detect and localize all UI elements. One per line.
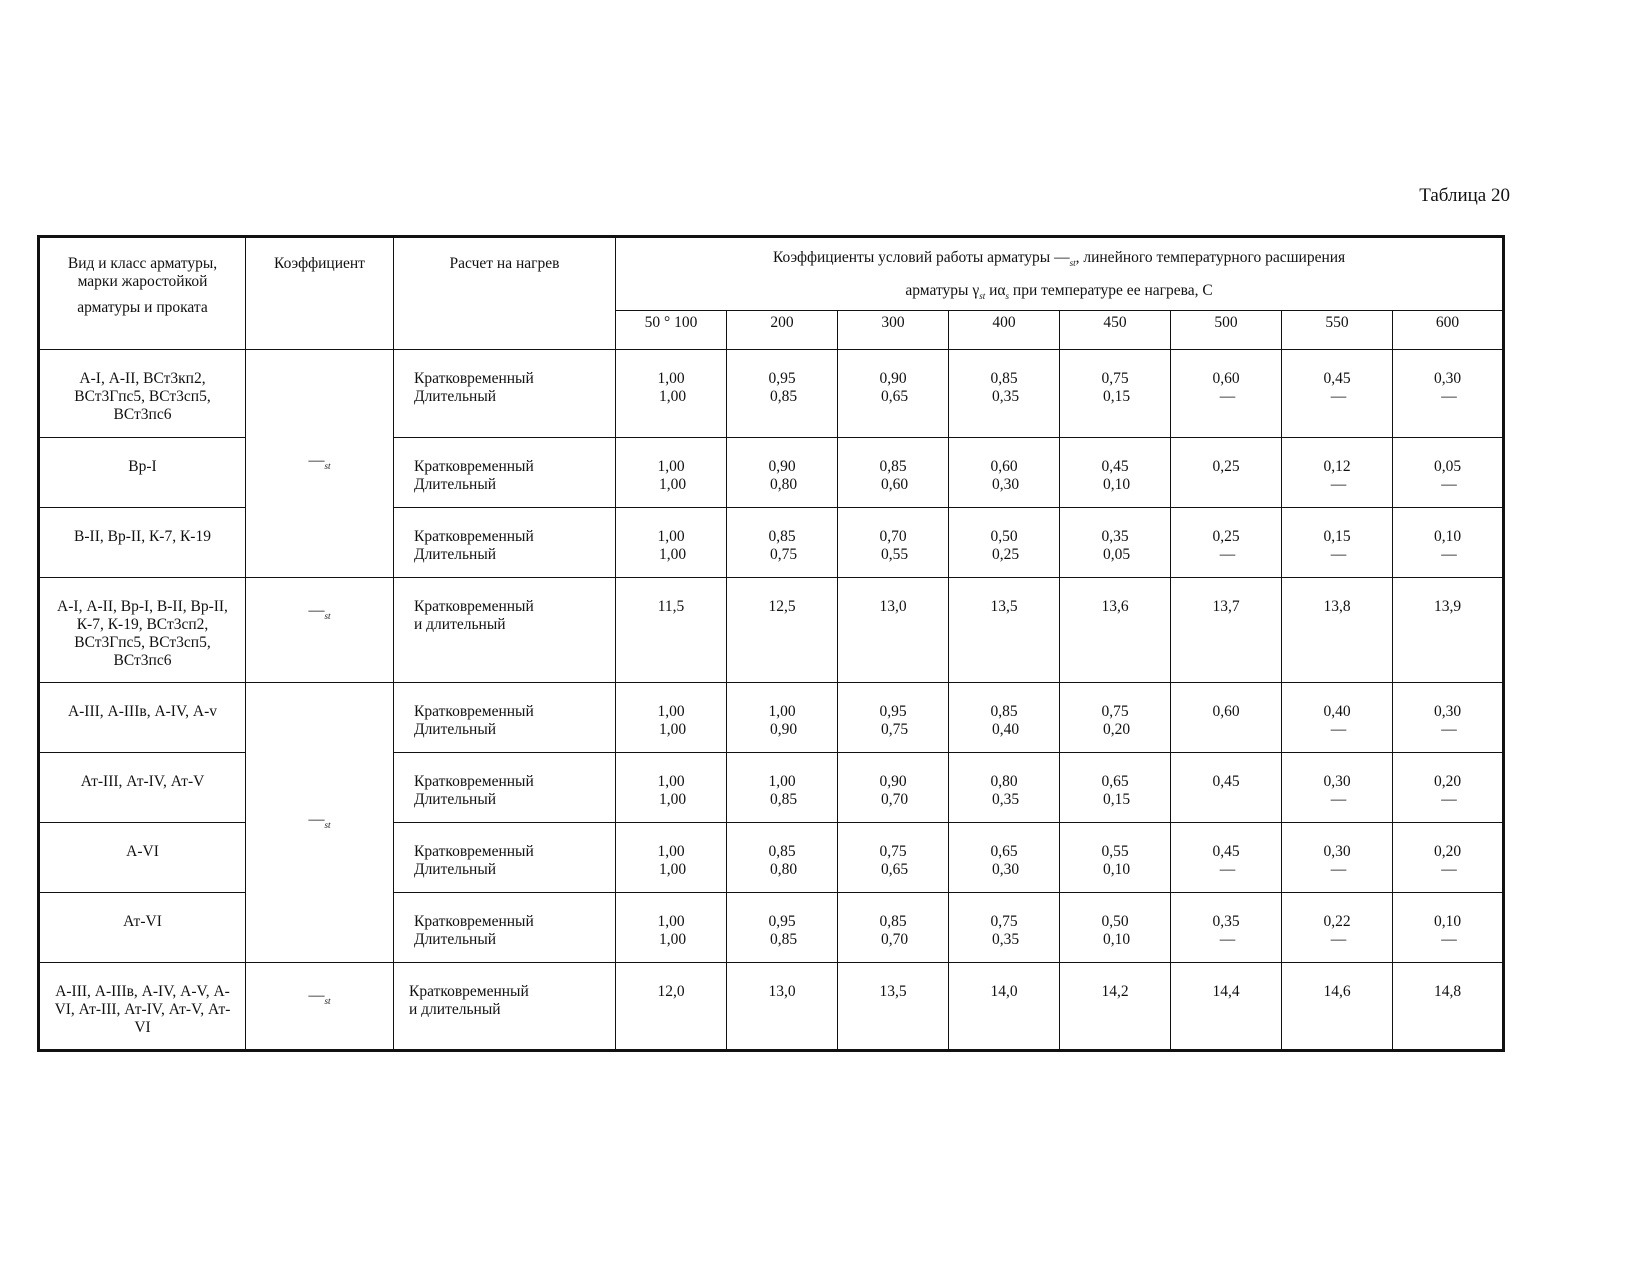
value-long-term: 0,15 (1102, 791, 1131, 809)
value-cell (1171, 578, 1282, 683)
value-long-term (949, 1001, 1059, 1019)
calc-mode-line: Длительный (414, 388, 497, 406)
calc-mode-line: Длительный (414, 861, 497, 879)
value-long-term: 1,00 (658, 546, 687, 564)
value-short-term: 0,65 (990, 843, 1018, 861)
value-cell (1393, 350, 1504, 438)
value-short-term: 13,0 (768, 983, 796, 1001)
value-cell (1393, 683, 1504, 753)
value-cell (616, 508, 727, 578)
value-short-term: 13,6 (1101, 598, 1129, 616)
calc-mode-line: Кратковременный (409, 983, 529, 1001)
header-class-line3: арматуры и проката (77, 299, 208, 316)
value-cell (949, 508, 1060, 578)
calc-mode-cell (394, 963, 616, 1051)
coefficient-symbol: — (308, 811, 325, 829)
value-short-term: 13,5 (990, 598, 1018, 616)
temp-header: 400 (949, 311, 1060, 350)
value-cell (838, 438, 949, 508)
value-cell (838, 823, 949, 893)
value-cell (727, 578, 838, 683)
value-short-term: 0,35 (1101, 528, 1129, 546)
value-short-term: 0,70 (879, 528, 907, 546)
value-cell (1060, 438, 1171, 508)
value-cell (1171, 753, 1282, 823)
calc-mode-cell (394, 823, 616, 893)
value-long-term: 0,10 (1102, 476, 1131, 494)
value-short-term: 13,8 (1323, 598, 1351, 616)
coefficient-symbol: — (308, 987, 325, 1005)
value-cell (838, 683, 949, 753)
value-cell (727, 893, 838, 963)
coefficient-subscript: st (324, 461, 331, 472)
value-short-term: 0,95 (879, 703, 907, 721)
value-cell (1393, 963, 1504, 1051)
value-cell (616, 823, 727, 893)
value-cell (727, 753, 838, 823)
value-cell (727, 963, 838, 1051)
coefficient-subscript: st (324, 996, 331, 1007)
value-long-term (949, 616, 1059, 634)
calc-mode-line: Кратковременный (414, 370, 534, 388)
value-short-term: 14,8 (1433, 983, 1462, 1001)
value-long-term: 0,20 (1102, 721, 1131, 739)
value-short-term: 12,0 (657, 983, 685, 1001)
value-cell (1393, 823, 1504, 893)
value-long-term: — (1441, 791, 1457, 809)
value-short-term: 13,7 (1212, 598, 1240, 616)
value-long-term: — (1330, 476, 1347, 494)
header-group-line1: Коэффициенты условий работы арматуры $—_{st}$, линейного температурного расширения (772, 249, 1346, 269)
calc-mode-line: Длительный (414, 546, 497, 564)
value-long-term: — (1219, 546, 1236, 564)
table-row (39, 963, 1504, 1051)
value-short-term: 0,20 (1433, 773, 1462, 791)
value-long-term: — (1330, 861, 1347, 879)
value-short-term: 0,95 (768, 370, 796, 388)
value-short-term: 0,80 (990, 773, 1018, 791)
value-short-term: 0,75 (1101, 370, 1129, 388)
value-cell (1171, 823, 1282, 893)
value-long-term: 0,75 (769, 546, 798, 564)
value-short-term: 13,9 (1433, 598, 1462, 616)
value-short-term: 0,85 (879, 458, 907, 476)
header-calc: Расчет на нагрев (394, 237, 616, 350)
value-long-term: — (1330, 546, 1347, 564)
rebar-class-cell: А-III, А-IIIв, А-IV, А-v (39, 683, 246, 753)
value-long-term: — (1219, 388, 1236, 406)
coefficient-symbol: — (308, 602, 325, 620)
header-class-line2: марки жаростойкой (77, 273, 208, 290)
value-cell (949, 438, 1060, 508)
value-short-term: 0,60 (1212, 370, 1240, 388)
value-cell (727, 508, 838, 578)
calc-mode-line: Длительный (414, 721, 497, 739)
value-short-term: 0,05 (1433, 458, 1462, 476)
calc-mode-cell (394, 753, 616, 823)
header-coef: Коэффициент (246, 237, 394, 350)
value-long-term: — (1441, 476, 1457, 494)
value-long-term: — (1330, 721, 1347, 739)
value-cell (727, 438, 838, 508)
value-cell (1282, 893, 1393, 963)
value-cell (727, 350, 838, 438)
value-long-term: 1,00 (658, 861, 687, 879)
value-short-term: 0,10 (1433, 913, 1462, 931)
rebar-class-cell: А-I, А-II, ВСт3кп2, ВСт3Гпс5, ВСт3сп5, ВСт3пс6 (39, 350, 246, 438)
value-long-term (1171, 476, 1281, 494)
value-cell (1171, 683, 1282, 753)
value-long-term (727, 1001, 837, 1019)
value-cell (1282, 578, 1393, 683)
value-short-term: 0,85 (990, 703, 1018, 721)
value-long-term (616, 1001, 726, 1019)
value-cell (1171, 438, 1282, 508)
value-short-term: 0,65 (1101, 773, 1129, 791)
coefficient-cell (246, 963, 394, 1051)
value-long-term: — (1441, 546, 1457, 564)
calc-mode-line: Кратковременный (414, 913, 534, 931)
value-long-term: 0,35 (991, 791, 1020, 809)
value-short-term: 0,30 (1433, 703, 1462, 721)
value-long-term: — (1441, 861, 1457, 879)
value-short-term: 0,85 (990, 370, 1018, 388)
value-cell (1282, 753, 1393, 823)
value-short-term: 0,90 (879, 370, 907, 388)
coefficient-subscript: st (324, 820, 331, 831)
value-short-term: 0,35 (1212, 913, 1240, 931)
value-cell (1060, 578, 1171, 683)
value-short-term: 0,50 (990, 528, 1018, 546)
value-short-term: 0,45 (1101, 458, 1129, 476)
calc-mode-line: Кратковременный (414, 458, 534, 476)
value-long-term: 0,85 (769, 388, 798, 406)
value-short-term: 0,15 (1323, 528, 1351, 546)
value-cell (727, 683, 838, 753)
temp-header: 500 (1171, 311, 1282, 350)
value-cell (838, 578, 949, 683)
value-short-term: 1,00 (768, 773, 796, 791)
value-long-term (1171, 1001, 1281, 1019)
value-cell (616, 438, 727, 508)
value-long-term: 0,85 (769, 791, 798, 809)
value-cell (838, 963, 949, 1051)
value-long-term: 0,65 (880, 861, 909, 879)
value-short-term: 1,00 (657, 843, 685, 861)
header-group-line2: арматуры $\gamma_{st}$ $и\alpha_s$ при температуре ее нагрева, C (905, 282, 1213, 302)
value-short-term: 0,40 (1323, 703, 1351, 721)
coefficient-cell (246, 350, 394, 578)
value-long-term (1060, 1001, 1170, 1019)
value-long-term: 1,00 (658, 931, 687, 949)
value-short-term: 0,20 (1433, 843, 1462, 861)
value-cell (949, 350, 1060, 438)
value-long-term: 0,35 (991, 931, 1020, 949)
value-long-term (616, 616, 726, 634)
header-class (39, 237, 246, 350)
temp-header: 300 (838, 311, 949, 350)
value-cell (838, 753, 949, 823)
rebar-class-cell: Вр-I (39, 438, 246, 508)
value-short-term: 1,00 (657, 528, 685, 546)
temp-header: 600 (1393, 311, 1504, 350)
value-short-term: 0,30 (1323, 773, 1351, 791)
value-long-term (1171, 721, 1281, 739)
value-short-term: 13,0 (879, 598, 907, 616)
value-long-term: 0,65 (880, 388, 909, 406)
value-short-term: 0,75 (1101, 703, 1129, 721)
value-short-term: 14,2 (1101, 983, 1129, 1001)
value-long-term: 0,90 (769, 721, 798, 739)
value-cell (1282, 823, 1393, 893)
value-long-term: 0,10 (1102, 931, 1131, 949)
value-long-term (838, 1001, 948, 1019)
calc-mode-cell (394, 508, 616, 578)
temp-header: 200 (727, 311, 838, 350)
value-short-term: 1,00 (657, 370, 685, 388)
table-row (39, 683, 1504, 753)
table-caption: Таблица 20 (1419, 185, 1510, 206)
calc-mode-cell (394, 438, 616, 508)
coefficient-symbol: — (308, 452, 325, 470)
value-cell (949, 578, 1060, 683)
value-cell (616, 350, 727, 438)
value-long-term: — (1441, 388, 1457, 406)
rebar-class-cell: Ат-VI (39, 893, 246, 963)
value-short-term: 0,55 (1101, 843, 1129, 861)
value-short-term: 0,85 (879, 913, 907, 931)
value-cell (616, 753, 727, 823)
value-long-term (1060, 616, 1170, 634)
value-cell (1393, 438, 1504, 508)
rebar-class-cell: А-III, А-IIIв, А-IV, А-V, А-VI, Ат-III, Ат-IV, Ат-V, Ат-VI (39, 963, 246, 1051)
calc-mode-line: Кратковременный (414, 843, 534, 861)
value-short-term: 0,60 (1212, 703, 1240, 721)
value-long-term: 0,75 (880, 721, 909, 739)
value-long-term: 0,35 (991, 388, 1020, 406)
value-short-term: 14,4 (1212, 983, 1240, 1001)
value-long-term: — (1330, 388, 1347, 406)
value-short-term: 0,45 (1212, 773, 1240, 791)
value-short-term: 1,00 (657, 773, 685, 791)
value-long-term: 0,25 (991, 546, 1020, 564)
table-row (39, 578, 1504, 683)
value-cell (1393, 893, 1504, 963)
value-long-term: 1,00 (658, 721, 687, 739)
value-short-term: 0,90 (879, 773, 907, 791)
value-short-term: 12,5 (768, 598, 796, 616)
value-cell (838, 508, 949, 578)
value-cell (1282, 350, 1393, 438)
value-long-term: 0,70 (880, 931, 909, 949)
value-long-term: — (1330, 931, 1347, 949)
calc-mode-line: Кратковременный (414, 528, 534, 546)
value-cell (1060, 683, 1171, 753)
value-short-term: 0,12 (1323, 458, 1351, 476)
calc-mode-line: Длительный (414, 476, 497, 494)
value-cell (1393, 508, 1504, 578)
value-short-term: 0,10 (1433, 528, 1462, 546)
value-short-term: 1,00 (657, 913, 685, 931)
calc-mode-line: и длительный (409, 1001, 501, 1019)
value-cell (1282, 438, 1393, 508)
value-long-term: 1,00 (658, 791, 687, 809)
value-short-term: 0,45 (1323, 370, 1351, 388)
value-short-term: 1,00 (768, 703, 796, 721)
coefficient-cell (246, 683, 394, 963)
value-short-term: 0,75 (879, 843, 907, 861)
calc-mode-cell (394, 683, 616, 753)
value-cell (838, 350, 949, 438)
value-cell (616, 578, 727, 683)
value-long-term (1171, 616, 1281, 634)
value-cell (949, 823, 1060, 893)
value-long-term (727, 616, 837, 634)
value-cell (949, 963, 1060, 1051)
table-row (39, 350, 1504, 438)
value-short-term: 0,30 (1433, 370, 1462, 388)
rebar-class-cell: А-I, А-II, Вр-I, В-II, Вр-II, К-7, К-19, ВСт3сп2, ВСт3Гпс5, ВСт3сп5, ВСт3пс6 (39, 578, 246, 683)
value-cell (1171, 508, 1282, 578)
value-short-term: 14,0 (990, 983, 1018, 1001)
value-cell (949, 893, 1060, 963)
value-long-term (1393, 616, 1502, 634)
header-group (616, 237, 1504, 311)
coefficient-subscript: st (324, 611, 331, 622)
value-cell (1060, 753, 1171, 823)
value-cell (838, 893, 949, 963)
value-long-term: 1,00 (658, 388, 687, 406)
value-short-term: 0,25 (1212, 458, 1240, 476)
value-long-term: 0,05 (1102, 546, 1131, 564)
value-cell (1060, 963, 1171, 1051)
value-short-term: 0,90 (768, 458, 796, 476)
temp-header: 550 (1282, 311, 1393, 350)
value-long-term: 0,40 (991, 721, 1020, 739)
calc-mode-line: Кратковременный (414, 598, 534, 616)
value-cell (727, 823, 838, 893)
value-cell (1060, 823, 1171, 893)
value-short-term: 0,50 (1101, 913, 1129, 931)
value-long-term (1393, 1001, 1502, 1019)
calc-mode-cell (394, 578, 616, 683)
value-short-term: 0,30 (1323, 843, 1351, 861)
value-cell (1171, 350, 1282, 438)
value-short-term: 11,5 (657, 598, 685, 616)
value-long-term: 1,00 (658, 476, 687, 494)
value-short-term: 0,45 (1212, 843, 1240, 861)
value-long-term: 0,70 (880, 791, 909, 809)
value-long-term: 0,30 (991, 476, 1020, 494)
value-cell (1282, 508, 1393, 578)
value-cell (949, 753, 1060, 823)
value-short-term: 0,85 (768, 843, 796, 861)
value-long-term: — (1330, 791, 1347, 809)
calc-mode-cell (394, 893, 616, 963)
value-short-term: 1,00 (657, 458, 685, 476)
value-cell (616, 963, 727, 1051)
value-cell (1282, 963, 1393, 1051)
value-long-term: 0,15 (1102, 388, 1131, 406)
value-long-term: — (1441, 931, 1457, 949)
value-long-term: 0,55 (880, 546, 909, 564)
value-long-term (1282, 1001, 1392, 1019)
value-long-term: — (1441, 721, 1457, 739)
value-cell (1393, 578, 1504, 683)
value-cell (616, 893, 727, 963)
value-short-term: 0,22 (1323, 913, 1351, 931)
value-short-term: 13,5 (879, 983, 907, 1001)
calc-mode-line: Длительный (414, 791, 497, 809)
value-long-term (1171, 791, 1281, 809)
thermal-coefficients-table (37, 235, 1505, 1052)
value-cell (1171, 963, 1282, 1051)
calc-mode-line: Кратковременный (414, 773, 534, 791)
value-short-term: 0,95 (768, 913, 796, 931)
value-cell (1060, 508, 1171, 578)
calc-mode-line: Кратковременный (414, 703, 534, 721)
value-long-term: 0,60 (880, 476, 909, 494)
rebar-class-cell: Ат-III, Ат-IV, Ат-V (39, 753, 246, 823)
rebar-class-cell: А-VI (39, 823, 246, 893)
value-short-term: 0,60 (990, 458, 1018, 476)
value-short-term: 1,00 (657, 703, 685, 721)
value-long-term: 0,80 (769, 476, 798, 494)
value-cell (1282, 683, 1393, 753)
value-cell (949, 683, 1060, 753)
value-cell (616, 683, 727, 753)
value-short-term: 0,75 (990, 913, 1018, 931)
value-short-term: 14,6 (1323, 983, 1351, 1001)
temp-header: 50 ° 100 (616, 311, 727, 350)
value-long-term: 0,10 (1102, 861, 1131, 879)
calc-mode-line: и длительный (414, 616, 506, 634)
temp-header: 450 (1060, 311, 1171, 350)
value-long-term (838, 616, 948, 634)
value-long-term (1282, 616, 1392, 634)
value-cell (1060, 893, 1171, 963)
value-cell (1060, 350, 1171, 438)
rebar-class-cell: В-II, Вр-II, К-7, К-19 (39, 508, 246, 578)
value-long-term: 0,85 (769, 931, 798, 949)
value-short-term: 0,85 (768, 528, 796, 546)
value-cell (1171, 893, 1282, 963)
value-cell (1393, 753, 1504, 823)
value-short-term: 0,25 (1212, 528, 1240, 546)
calc-mode-cell (394, 350, 616, 438)
value-long-term: — (1219, 931, 1236, 949)
value-long-term: 0,80 (769, 861, 798, 879)
header-class-line1: Вид и класс арматуры, (67, 255, 218, 272)
value-long-term: — (1219, 861, 1236, 879)
coefficient-cell (246, 578, 394, 683)
calc-mode-line: Длительный (414, 931, 497, 949)
value-long-term: 0,30 (991, 861, 1020, 879)
